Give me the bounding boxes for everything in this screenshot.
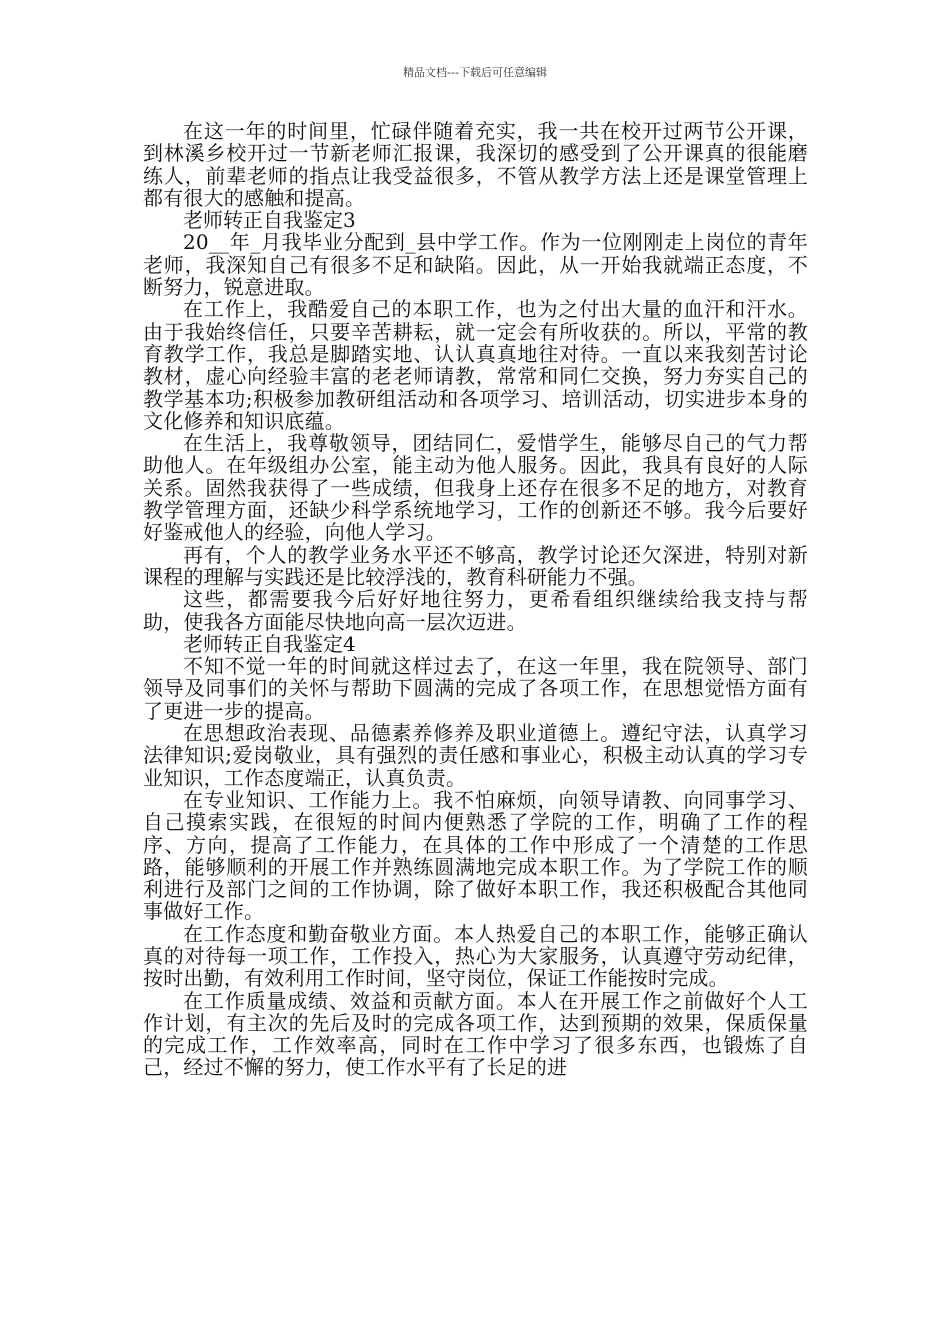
paragraph: 这些，都需要我今后好好地往努力，更希看组织继续给我支持与帮助，使我各方面能尽快地向高一层次迈进。 xyxy=(143,587,808,634)
paragraph: 不知不觉一年的时间就这样过去了，在这一年里，我在院领导、部门领导及同事们的关怀与帮助下圆满的完成了各项工作，在思想觉悟方面有了更进一步的提高。 xyxy=(143,654,808,723)
paragraph: 在思想政治表现、品德素养修养及职业道德上。遵纪守法，认真学习法律知识;爱岗敬业，具有强烈的责任感和事业心，积极主动认真的学习专业知识，工作态度端正，认真负责。 xyxy=(143,721,808,790)
paragraph: 在工作态度和勤奋敬业方面。本人热爱自己的本职工作，能够正确认真的对待每一项工作，工作投入，热心为大家服务，认真遵守劳动纪律，按时出勤，有效利用工作时间，坚守岗位，保证工作能按时完成。 xyxy=(143,921,808,991)
paragraph: 在工作质量成绩、效益和贡献方面。本人在开展工作之前做好个人工作计划，有主次的先后及时的完成各项工作，达到预期的效果，保质保量的完成工作，工作效率高，同时在工作中学习了很多东西，也锻炼了自己，经过不懈的努力，使工作水平有了长足的进 xyxy=(143,988,808,1080)
section-heading: 老师转正自我鉴定4 xyxy=(183,631,356,656)
document-body xyxy=(143,120,808,1079)
section-heading: 老师转正自我鉴定3 xyxy=(183,208,356,233)
paragraph: 20__年_月我毕业分配到_县中学工作。作为一位刚刚走上岗位的青年老师，我深知自己有很多不足和缺陷。因此，从一开始我就端正态度，不断努力，锐意进取。 xyxy=(143,230,808,300)
paragraph: 在生活上，我尊敬领导，团结同仁，爱惜学生，能够尽自己的气力帮助他人。在年级组办公室，能主动为他人服务。因此，我具有良好的人际关系。固然我获得了一些成绩，但我身上还存在很多不足的地方，对教育教学管理方面，还缺少科学系统地学习，工作的创新还不够。我今后要好好鉴戒他人的经验，向他人学习。 xyxy=(143,431,808,545)
paragraph: 在工作上，我酷爱自己的本职工作，也为之付出大量的血汗和汗水。由于我始终信任，只要辛苦耕耘，就一定会有所收获的。所以，平常的教育教学工作，我总是脚踏实地、认认真真地往对待。一直以来我刻苦讨论教材，虚心向经验丰富的老老师请教，常常和同仁交换，努力夯实自己的教学基本功;积极参加教研组活动和各项学习、培训活动，切实进步本身的文化修养和知识底蕴。 xyxy=(143,297,808,433)
paragraph: 再有，个人的教学业务水平还不够高，教学讨论还欠深进，特别对新课程的理解与实践还是比较浮浅的，教育科研能力不强。 xyxy=(143,542,808,589)
page-header: 精品文档---下载后可任意编辑 xyxy=(403,66,547,79)
paragraph: 在这一年的时间里，忙碌伴随着充实，我一共在校开过两节公开课，到林溪乡校开过一节新老师汇报课，我深切的感受到了公开课真的很能磨练人，前辈老师的指点让我受益很多，不管从教学方法上还是课堂管理上都有很大的感触和提高。 xyxy=(143,119,808,210)
paragraph: 在专业知识、工作能力上。我不怕麻烦，向领导请教、向同事学习、自己摸索实践，在很短的时间内便熟悉了学院的工作，明确了工作的程序、方向，提高了工作能力，在具体的工作中形成了一个清楚的工作思路，能够顺利的开展工作并熟练圆满地完成本职工作。为了学院工作的顺利进行及部门之间的工作协调，除了做好本职工作，我还积极配合其他同事做好工作。 xyxy=(143,787,808,924)
